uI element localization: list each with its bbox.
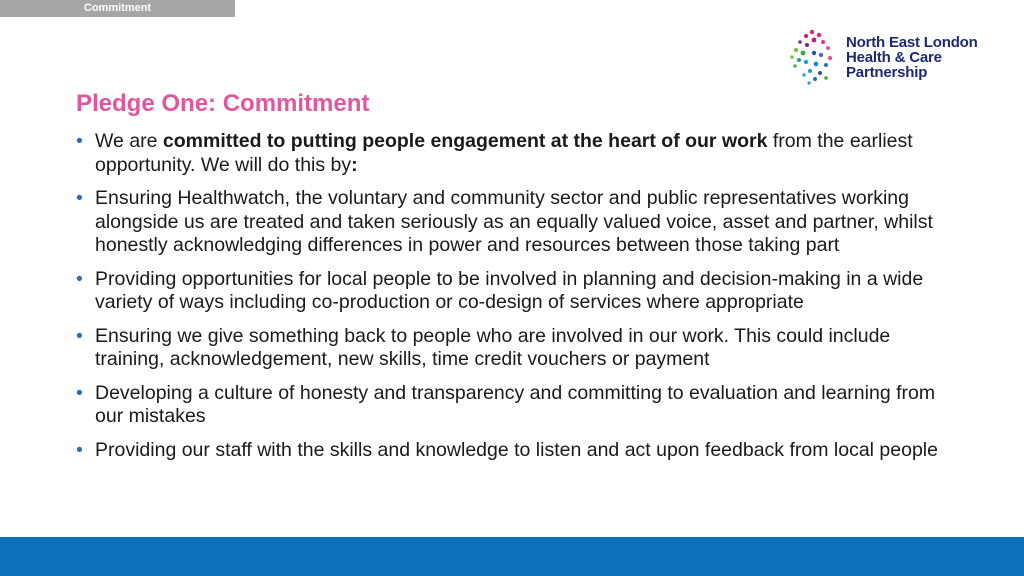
list-item: • Providing our staff with the skills and knowledge to listen and act upon feedback from local people <box>76 439 946 463</box>
pledge-list <box>76 130 946 472</box>
dot-cluster-icon <box>786 28 842 86</box>
page-title: Pledge One: Commitment <box>76 90 370 117</box>
intro-colon: : <box>351 153 358 176</box>
list-item: • Providing opportunities for local people to be involved in planning and decision-making in a wide variety of ways including co-production or co-design of services where appropriate <box>76 268 946 315</box>
logo-line: Partnership <box>846 64 928 81</box>
list-item: • Developing a culture of honesty and transparency and committing to evaluation and learning from our mistakes <box>76 382 946 429</box>
footer-bar <box>0 537 1024 576</box>
list-item: • Ensuring we give something back to people who are involved in our work. This could include training, acknowledgement, new skills, time credit vouchers or payment <box>76 325 946 372</box>
logo-line: North East London <box>846 34 978 51</box>
nel-logo <box>786 28 1006 86</box>
intro-text: We are <box>95 130 163 152</box>
logo-line: Health & Care <box>846 49 942 66</box>
list-item <box>76 130 946 177</box>
list-item: • Ensuring Healthwatch, the voluntary and community sector and public representatives working alongside us are treated and taken seriously as an equally valued voice, asset and partner, whilst honestly acknowledging differences in power and resources between those taking part <box>76 187 946 258</box>
section-tag: Commitment <box>0 0 235 17</box>
logo-wordmark <box>846 35 978 80</box>
intro-text-continued: from the earliest opportunity. We will do this by <box>95 130 913 176</box>
intro-emphasis: committed to putting people engagement at the heart of our work <box>162 130 768 152</box>
